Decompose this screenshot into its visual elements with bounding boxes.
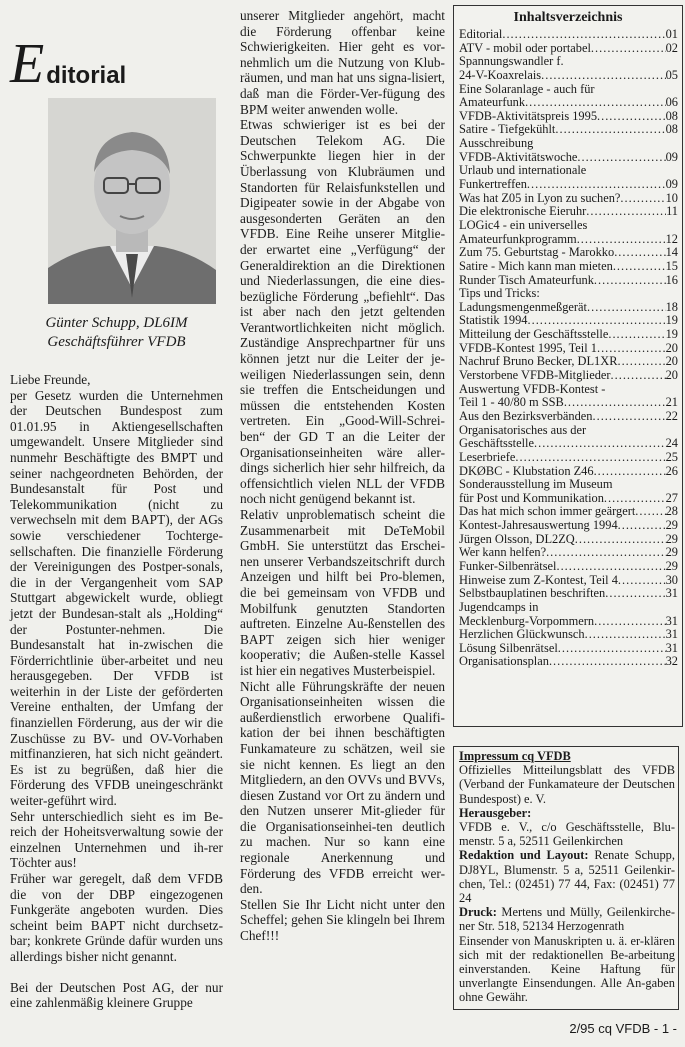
toc-entry-title: Mecklenburg-Vorpommern bbox=[459, 614, 595, 628]
toc-leader-dots bbox=[618, 574, 666, 588]
toc-leader-dots bbox=[594, 615, 665, 629]
author-name: Günter Schupp, DL6IM bbox=[45, 315, 188, 331]
toc-entry bbox=[454, 314, 682, 328]
toc-entry bbox=[454, 533, 682, 547]
disclaimer-text: Einsender von Manuskripten u. ä. er-klären sich mit der redaktionellen Be-arbeitung einverstanden. Keine Haftung für unverlangte Einsendungen. Alle An-gaben ohne Gewähr. bbox=[459, 933, 675, 1005]
editorial-heading bbox=[10, 28, 223, 95]
toc-entry-title: ATV - mobil oder portabel bbox=[459, 41, 591, 55]
toc-entry-title: Auswertung VFDB-Kontest - bbox=[459, 382, 606, 396]
toc-entry bbox=[454, 55, 682, 69]
toc-entry-title: Ladungsmengenmeßgerät bbox=[459, 300, 587, 314]
toc-entry-page: 11 bbox=[666, 205, 678, 219]
toc-entry-title: Amateurfunkprogramm bbox=[459, 232, 577, 246]
toc-entry-page: 08 bbox=[665, 109, 678, 123]
toc-entry-title: Funker-Silbenrätsel bbox=[459, 559, 557, 573]
paragraph: Bei der Deutschen Post AG, der nur eine zahlenmäßig kleinere Gruppe bbox=[10, 979, 223, 1011]
toc-leader-dots bbox=[555, 123, 665, 137]
toc-entry-page: 09 bbox=[665, 150, 678, 164]
toc-leader-dots bbox=[594, 465, 666, 479]
toc-entry bbox=[454, 369, 682, 383]
toc-entry bbox=[454, 151, 682, 165]
toc-leader-dots bbox=[618, 519, 666, 533]
toc-leader-dots bbox=[614, 246, 665, 260]
toc-entry-page: 06 bbox=[665, 96, 678, 110]
toc-entry-page: 16 bbox=[665, 273, 678, 287]
toc-entry bbox=[454, 178, 682, 192]
toc-leader-dots bbox=[525, 96, 666, 110]
toc-entry-page: 09 bbox=[665, 178, 678, 192]
toc-leader-dots bbox=[604, 492, 666, 506]
toc-entry bbox=[454, 164, 682, 178]
toc-leader-dots bbox=[527, 178, 666, 192]
paragraph: Nicht alle Führungskräfte der neuen Organisationseinheiten wissen die außerdienstlich erworbene Qualifi-kation der bei ihnen beschäftigten Funkamateure zu schätzen, weil sie sie nicht kennen. Es liegt an den Mitgliedern, an den OVVs und BVVs, diesen Zustand vor Ort zu ändern und den Nutzen unserer Mit-glieder für die Organisationseinhei-ten deutlich zu machen. Nur so kann eine regionale Anerkennung und Förderung des VFDB erreicht wer-den. bbox=[240, 678, 445, 897]
toc-entry-page: 28 bbox=[665, 505, 678, 519]
toc-entry bbox=[454, 655, 682, 669]
paragraph: Etwas schwieriger ist es bei der Deutschen Telekom AG. Die Schwerpunkte liegen hier in der Überlassung von Klubräumen und Standorten für Relaisfunkstellen und Digipeater sowie in der Abgabe von ausgesonderten Geräten an den VFDB. Eine Reihe unserer Mitglie-der erwartet eine „Verfügung“ der Generaldirektion an die Direktionen und Niederlassungen, die eine dies-bezügliche Förderung „befiehlt“. Das ist aber nach den jetzt geltenden Verantwortlichkeiten nicht möglich. Zuständige Ansprechpartner für uns können jetzt nur die Leiter der je-weiligen Niederlassungen sein, denn sie treffen die Entscheidungen und müssen die entstehenden Kosten vertreten. Ein „Good-Will-Schrei-ben“ der GD T an die Leiter der Organisationseinheiten wäre aller-dings sicherlich hier sehr hilfreich, da offensichtlich vielen NLL der VFDB noch nicht genügend bekannt ist. bbox=[240, 117, 445, 507]
toc-entry-title: Lösung Silbenrätsel bbox=[459, 641, 558, 655]
toc-leader-dots bbox=[611, 369, 666, 383]
toc-leader-dots bbox=[591, 42, 666, 56]
author-role: Geschäftsführer VFDB bbox=[47, 334, 186, 350]
toc-entry bbox=[454, 301, 682, 315]
toc-entry bbox=[454, 560, 682, 574]
toc-entry bbox=[454, 410, 682, 424]
toc-entry-page: 15 bbox=[665, 259, 678, 273]
toc-entry-title: Statistik 1994 bbox=[459, 314, 528, 328]
toc-entry-page: 08 bbox=[665, 123, 678, 137]
toc-entry-title: Urlaub und internationale bbox=[459, 164, 587, 178]
toc-entry-page: 24 bbox=[665, 437, 678, 451]
toc-entry-page: 26 bbox=[665, 464, 678, 478]
toc-entry bbox=[454, 219, 682, 233]
toc-entry-title: für Post und Kommunikation bbox=[459, 491, 604, 505]
toc-entry bbox=[454, 42, 682, 56]
toc-entry-page: 10 bbox=[665, 191, 678, 205]
toc-entry-title: VFDB-Aktivitätspreis 1995 bbox=[459, 109, 598, 123]
toc-entry-title: Wer kann helfen? bbox=[459, 546, 547, 560]
toc-entry bbox=[454, 342, 682, 356]
toc-entry bbox=[454, 574, 682, 588]
toc-leader-dots bbox=[515, 451, 665, 465]
toc-entry-title: Runder Tisch Amateurfunk bbox=[459, 273, 594, 287]
toc-entry-title: 24-V-Koaxrelais bbox=[459, 68, 542, 82]
editorial-text: Renate Schupp, DJ8YL, Blumenstr. 5 a, 52511 Geilenkir-chen, Tel.: (02451) 77 44, Fax: (02451) 77 24 bbox=[459, 848, 675, 906]
toc-leader-dots bbox=[577, 151, 665, 165]
toc-entry-title: Amateurfunk bbox=[459, 96, 526, 110]
toc-entry-title: Leserbriefe bbox=[459, 450, 516, 464]
toc-entry-title: Tips und Tricks: bbox=[459, 287, 540, 301]
toc-entry-title: Was hat Z05 in Lyon zu suchen? bbox=[459, 191, 621, 205]
toc-leader-dots bbox=[528, 314, 666, 328]
toc-entry-title: Selbstbauplatinen beschriften bbox=[459, 587, 606, 601]
toc-entry-page: 27 bbox=[665, 491, 678, 505]
toc-entry bbox=[454, 137, 682, 151]
toc-entry bbox=[454, 465, 682, 479]
toc-entry bbox=[454, 437, 682, 451]
toc-entry-title: Nachruf Bruno Becker, DL1XR bbox=[459, 355, 618, 369]
greeting: Liebe Freunde, bbox=[10, 372, 91, 387]
toc-entry-title: Jugendcamps in bbox=[459, 600, 539, 614]
toc-leader-dots bbox=[541, 69, 665, 83]
toc-entry-title: Satire - Tiefgekühlt bbox=[459, 123, 556, 137]
toc-entry-page: 20 bbox=[665, 355, 678, 369]
author-photo bbox=[48, 98, 216, 304]
toc-entry bbox=[454, 28, 682, 42]
toc-entry bbox=[454, 260, 682, 274]
toc-entry bbox=[454, 519, 682, 533]
toc-entry-title: Zum 75. Geburtstag - Marokko bbox=[459, 246, 615, 260]
toc-leader-dots bbox=[502, 28, 665, 42]
toc-entry-title: Kontest-Jahresauswertung 1994 bbox=[459, 519, 618, 533]
toc-leader-dots bbox=[534, 437, 666, 451]
toc-entry-page: 12 bbox=[665, 232, 678, 246]
toc-leader-dots bbox=[593, 410, 666, 424]
toc-list bbox=[454, 28, 682, 669]
toc-entry-page: 29 bbox=[665, 519, 678, 533]
author-caption bbox=[10, 314, 223, 352]
toc-entry-page: 32 bbox=[665, 655, 678, 669]
toc-leader-dots bbox=[585, 628, 666, 642]
toc-leader-dots bbox=[587, 301, 666, 315]
toc-entry bbox=[454, 328, 682, 342]
column-left-text bbox=[10, 372, 223, 1011]
editorial-title: ditorial bbox=[46, 62, 127, 90]
toc-entry-title: Herzlichen Glückwunsch bbox=[459, 628, 585, 642]
toc-entry-page: 29 bbox=[665, 532, 678, 546]
toc-entry-page: 29 bbox=[665, 559, 678, 573]
toc-entry-title: Sonderausstellung im Museum bbox=[459, 478, 613, 492]
toc-leader-dots bbox=[617, 355, 665, 369]
toc-entry-page: 31 bbox=[665, 587, 678, 601]
toc-entry-title: Die elektronische Eieruhr bbox=[459, 205, 587, 219]
toc-leader-dots bbox=[558, 642, 666, 656]
toc-entry-title: Teil 1 - 40/80 m SSB bbox=[459, 396, 564, 410]
impressum-heading: Impressum cq VFDB bbox=[459, 749, 571, 763]
toc-entry-page: 31 bbox=[665, 614, 678, 628]
toc-entry bbox=[454, 478, 682, 492]
toc-entry-page: 25 bbox=[665, 450, 678, 464]
toc-leader-dots bbox=[597, 110, 666, 124]
toc-entry bbox=[454, 123, 682, 137]
toc-entry bbox=[454, 383, 682, 397]
toc-leader-dots bbox=[564, 396, 666, 410]
paragraph: Früher war geregelt, daß dem VFDB die von der DBP eingezogenen Funkgeräte angeboten wurden. Dies scheint beim BAPT nicht durchsetz-bar; konkrete Gründe dafür wurden uns allerdings bisher nicht genannt. bbox=[10, 871, 223, 964]
toc-entry-title: VFDB-Aktivitätswoche bbox=[459, 150, 578, 164]
paragraph: Relativ unproblematisch scheint die Zusammenarbeit mit DeTeMobil GmbH. Sie unterstützt das Erschei-nen unserer Verbandszeitschrift durch Anzeigen und hilft bei Pro-blemen, die bei gemeinsam von VFDB und Mobilfunk genutzten Standorten auftreten. Einzelne Au-ßenstellen des BAPT zeigen sich hier weniger kooperativ; die Außen-stelle Kassel ist hier ein negatives Musterbeispiel. bbox=[240, 507, 445, 678]
impressum-intro: Offizielles Mitteilungsblatt des VFDB (Verband der Funkamateure der Deutschen Bundespost) e. V. bbox=[459, 763, 675, 806]
toc-entry-title: Jürgen Olsson, DL2ZQ bbox=[459, 532, 575, 546]
page-footer: 2/95 cq VFDB - 1 - bbox=[569, 1021, 677, 1036]
toc-entry-page: 02 bbox=[665, 41, 678, 55]
toc-leader-dots bbox=[597, 342, 666, 356]
toc-entry-page: 31 bbox=[665, 628, 678, 642]
paragraph: unserer Mitglieder angehört, macht die Förderung offenbar keine Schwierigkeiten. Hier geht es vor-nehmlich um die Nutzung von Klub-räumen, und man hat uns signa-lisiert, daß man die Förder-Ver-fügung des BPM weiter anwenden wolle. bbox=[240, 8, 445, 117]
publisher-label: Herausgeber: bbox=[459, 805, 532, 820]
toc-entry-page: 29 bbox=[665, 546, 678, 560]
toc-entry-title: Eine Solaranlage - auch für bbox=[459, 82, 595, 96]
toc-entry-page: 20 bbox=[665, 369, 678, 383]
toc-leader-dots bbox=[594, 274, 666, 288]
toc-leader-dots bbox=[549, 655, 666, 669]
print-label: Druck: bbox=[459, 905, 497, 920]
toc-entry-page: 20 bbox=[665, 341, 678, 355]
toc-entry bbox=[454, 233, 682, 247]
toc-entry-page: 19 bbox=[665, 314, 678, 328]
toc-entry-title: Organisatorisches aus der bbox=[459, 423, 587, 437]
toc-entry-page: 31 bbox=[665, 641, 678, 655]
toc-entry bbox=[454, 192, 682, 206]
toc-entry bbox=[454, 287, 682, 301]
print-text: Mertens und Mülly, Geilenkirche-ner Str. 518, 52134 Herzogenrath bbox=[459, 905, 675, 934]
toc-entry bbox=[454, 110, 682, 124]
toc-entry bbox=[454, 615, 682, 629]
toc-entry-title: Geschäftsstelle bbox=[459, 437, 535, 451]
toc-leader-dots bbox=[605, 587, 665, 601]
toc-leader-dots bbox=[546, 546, 666, 560]
toc-entry-title: Verstorbene VFDB-Mitglieder bbox=[459, 369, 611, 383]
toc-entry-title: Das hat mich schon immer geärgert bbox=[459, 505, 636, 519]
toc-entry bbox=[454, 451, 682, 465]
toc-entry bbox=[454, 396, 682, 410]
impressum-box bbox=[453, 746, 679, 1010]
toc-entry bbox=[454, 601, 682, 615]
toc-entry bbox=[454, 587, 682, 601]
toc-heading: Inhaltsverzeichnis bbox=[513, 10, 623, 25]
toc-entry bbox=[454, 83, 682, 97]
toc-entry-page: 22 bbox=[665, 409, 678, 423]
toc-leader-dots bbox=[586, 205, 666, 219]
toc-entry-title: VFDB-Kontest 1995, Teil 1 bbox=[459, 341, 597, 355]
toc-entry bbox=[454, 274, 682, 288]
paragraph: Sehr unterschiedlich sieht es im Be-reich der Hoheitsverwaltung sowie der einzelnen Unternehmen und ih-rer Töchter aus! bbox=[10, 808, 223, 871]
table-of-contents bbox=[453, 5, 683, 727]
toc-entry-page: 30 bbox=[665, 573, 678, 587]
toc-entry bbox=[454, 642, 682, 656]
toc-leader-dots bbox=[556, 560, 665, 574]
toc-entry bbox=[454, 355, 682, 369]
toc-entry-page: 14 bbox=[665, 246, 678, 260]
toc-entry-title: Organisationsplan bbox=[459, 655, 549, 669]
toc-leader-dots bbox=[608, 328, 665, 342]
portrait-illustration bbox=[48, 98, 216, 304]
toc-entry bbox=[454, 246, 682, 260]
paragraph: Stellen Sie Ihr Licht nicht unter den Scheffel; gehen Sie klingeln bei Ihrem Chef!!! bbox=[240, 896, 445, 944]
toc-entry-title: Spannungswandler f. bbox=[459, 55, 564, 69]
toc-entry bbox=[454, 96, 682, 110]
toc-entry bbox=[454, 492, 682, 506]
toc-entry-page: 21 bbox=[665, 396, 678, 410]
toc-entry-page: 19 bbox=[665, 328, 678, 342]
toc-entry bbox=[454, 505, 682, 519]
toc-entry-page: 05 bbox=[665, 68, 678, 82]
toc-entry-page: 01 bbox=[665, 28, 678, 41]
toc-entry-title: Funkertreffen bbox=[459, 178, 527, 192]
publisher-text: VFDB e. V., c/o Geschäftsstelle, Blu-menstr. 5 a, 52511 Geilenkirchen bbox=[459, 820, 675, 849]
toc-leader-dots bbox=[635, 505, 665, 519]
toc-entry-title: LOGic4 - ein universelles bbox=[459, 218, 588, 232]
toc-entry bbox=[454, 546, 682, 560]
editorial-label: Redaktion und Layout: bbox=[459, 848, 589, 863]
toc-leader-dots bbox=[575, 533, 666, 547]
toc-entry-title: Editorial bbox=[459, 28, 503, 41]
toc-entry bbox=[454, 205, 682, 219]
toc-entry bbox=[454, 69, 682, 83]
toc-entry-title: Satire - Mich kann man mieten bbox=[459, 259, 613, 273]
column-left bbox=[10, 6, 223, 1011]
toc-entry-title: Ausschreibung bbox=[459, 137, 534, 151]
toc-entry-title: DKØBC - Klubstation Z46 bbox=[459, 464, 594, 478]
toc-entry bbox=[454, 628, 682, 642]
toc-entry bbox=[454, 424, 682, 438]
toc-entry-page: 18 bbox=[665, 300, 678, 314]
toc-leader-dots bbox=[577, 233, 666, 247]
paragraph: per Gesetz wurden die Unternehmen der Deutschen Bundespost zum 01.01.95 in Aktiengesellschaften umgewandelt. Unsere Mitglieder sind nunmehr Beschäftigte des BMPT und seiner nachgeordneten Behörden, der Bundesanstalt für Post und Telekommunikation (nicht zu verwechseln mit dem BAPT), der AGs sowie verschiedener Tochterge-sellschaften. Die finanzielle Förderung der Vereinigungen des Postper-sonals, die in der Vergangenheit vom SAP Stuttgart abgewickelt wurde, obliegt jetzt der Bundesan-stalt als „Holding“ der Postunter-nehmen. Die Bundesanstalt hat in-zwischen die Förderrichtlinie über-arbeitet und neu herausgegeben. Der VFDB ist weiterhin in der Liste der geförderten Vereine enthalten, der Umfang der finanziellen Förderung, aus der wir die Zuschüsse zu BV- und OV-Vorhaben mitfinanzieren, hat sich nicht geändert. Es ist zu begrüßen, daß hier die Förderung des VFDB uneingeschränkt weiter-geführt wird. bbox=[10, 387, 223, 809]
editorial-initial: E bbox=[10, 33, 45, 95]
toc-leader-dots bbox=[613, 260, 666, 274]
toc-entry-title: Aus den Bezirksverbänden bbox=[459, 409, 593, 423]
column-middle bbox=[240, 8, 445, 944]
toc-leader-dots bbox=[620, 192, 665, 206]
toc-entry-title: Hinweise zum Z-Kontest, Teil 4 bbox=[459, 573, 618, 587]
toc-entry-title: Mitteilung der Geschäftsstelle bbox=[459, 328, 609, 342]
